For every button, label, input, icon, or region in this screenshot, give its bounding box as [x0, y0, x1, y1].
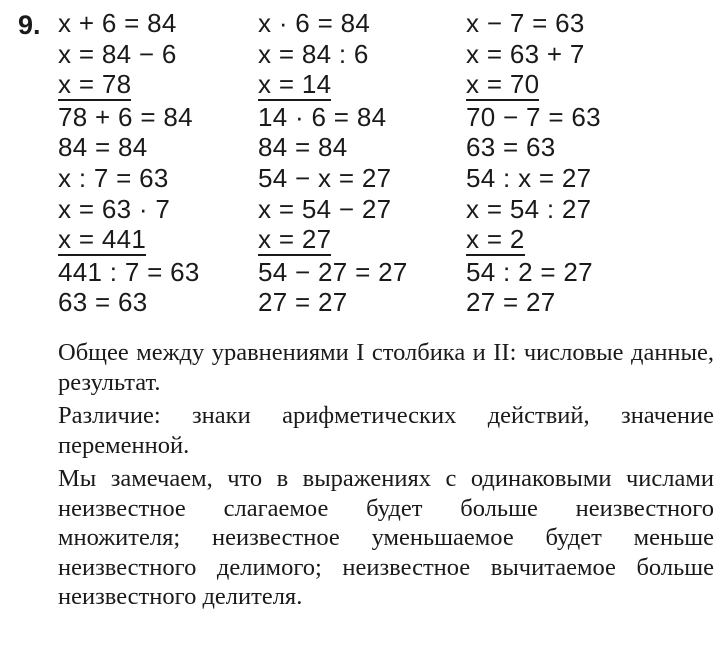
equation-text: 54 : 2 = 27	[466, 256, 593, 287]
equation-line	[466, 39, 601, 70]
equation-answer	[258, 69, 408, 100]
paragraph-difference: Различие: знаки арифметических действий, значение переменной.	[58, 402, 714, 459]
equation-text: 441 : 7 = 63	[58, 256, 200, 287]
equation-line	[466, 257, 601, 288]
equation-line	[58, 39, 200, 70]
equation-text: 70 − 7 = 63	[466, 101, 601, 132]
equation-text: x = 84 : 6	[258, 38, 369, 69]
equation-answer	[58, 69, 200, 100]
equation-text: 63 = 63	[58, 287, 148, 318]
equation-text: x − 7 = 63	[466, 8, 585, 38]
equation-line	[58, 102, 200, 133]
equation-text: 54 − x = 27	[258, 162, 392, 193]
equation-text: x = 27	[258, 224, 332, 255]
equation-line	[466, 163, 601, 194]
equation-text: x = 2	[466, 224, 525, 255]
equation-text: x = 84 − 6	[58, 38, 177, 69]
equation-line	[258, 287, 408, 318]
equation-text: 84 = 84	[258, 132, 348, 163]
equation-text: 84 = 84	[58, 132, 148, 163]
equation-line	[258, 257, 408, 288]
equation-text: x = 54 − 27	[258, 193, 392, 224]
equation-column-3	[466, 8, 601, 318]
equation-text: 27 = 27	[258, 287, 348, 318]
equation-text: x : 7 = 63	[58, 162, 169, 193]
equation-line	[466, 132, 601, 163]
equation-text: 78 + 6 = 84	[58, 101, 193, 132]
equation-answer	[466, 224, 601, 255]
equation-text: x = 70	[466, 69, 540, 100]
equation-line	[58, 8, 200, 39]
paragraph-common: Общее между уравнениями I столбика и II: числовые данные, результат.	[58, 339, 714, 396]
equation-text: x = 14	[258, 69, 332, 100]
equation-text: x + 6 = 84	[58, 8, 177, 38]
explanation-text	[58, 338, 714, 616]
equation-column-2	[258, 8, 408, 318]
equation-line	[58, 287, 200, 318]
equation-line	[466, 194, 601, 225]
equation-line	[258, 102, 408, 133]
task-number: 9.	[18, 10, 41, 40]
equation-text: x = 63 · 7	[58, 193, 171, 224]
equation-text: x = 441	[58, 224, 147, 255]
equation-answer	[258, 224, 408, 255]
equation-text: 14 · 6 = 84	[258, 101, 387, 132]
equation-text: x = 63 + 7	[466, 38, 585, 69]
paragraph-observation: Мы замечаем, что в выражениях с одинаковыми числами неизвестное слагаемое будет больше неизвестного множителя; неизвестное уменьшаемое будет меньше неизвестного делимого; неизвестное вычитаемое больше неизвестного делителя.	[58, 465, 714, 610]
equation-line	[466, 102, 601, 133]
equation-line	[258, 163, 408, 194]
equation-answer	[466, 69, 601, 100]
equation-line	[58, 163, 200, 194]
equation-text: 54 − 27 = 27	[258, 256, 408, 287]
equation-line	[466, 8, 601, 39]
equation-text: 63 = 63	[466, 132, 556, 163]
equation-line	[58, 132, 200, 163]
equation-text: x = 78	[58, 69, 132, 100]
equation-line	[258, 194, 408, 225]
equation-line	[58, 194, 200, 225]
equation-text: x · 6 = 84	[258, 8, 371, 38]
equation-line	[258, 132, 408, 163]
equation-column-1	[58, 8, 200, 318]
equation-answer	[58, 224, 200, 255]
equation-line	[466, 287, 601, 318]
equation-text: 54 : x = 27	[466, 162, 592, 193]
equation-line	[58, 257, 200, 288]
equation-text: x = 54 : 27	[466, 193, 592, 224]
equation-line	[258, 8, 408, 39]
equation-line	[258, 39, 408, 70]
equation-text: 27 = 27	[466, 287, 556, 318]
